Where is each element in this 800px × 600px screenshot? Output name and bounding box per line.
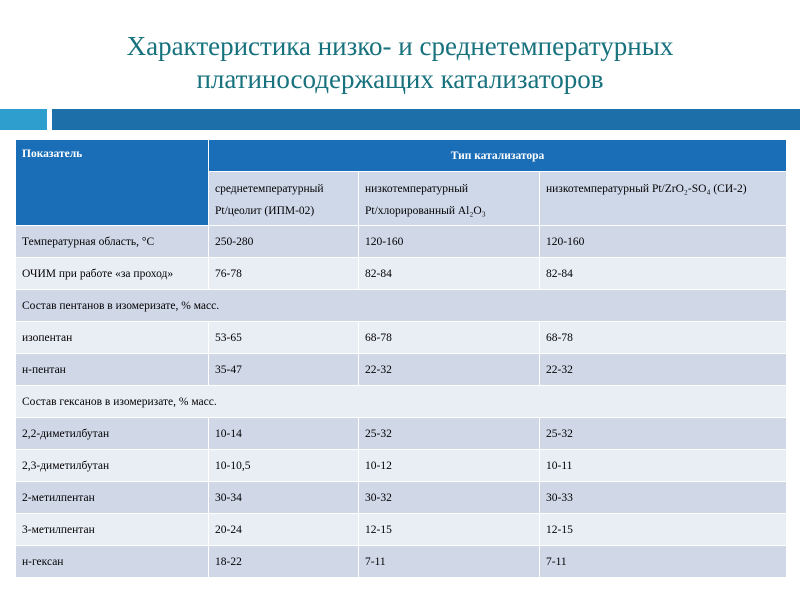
row-label: 2,2-диметилбутан: [16, 418, 209, 450]
cell-catalyst-3: 7-11: [540, 546, 787, 578]
catalyst-column-1: [209, 172, 359, 226]
catalyst-column-3: [540, 172, 787, 226]
cell-catalyst-1: 10-14: [209, 418, 359, 450]
slide-title-line-1: Характеристика низко- и среднетемпературных: [126, 31, 674, 61]
row-label: н-пентан: [16, 354, 209, 386]
cell-catalyst-2: 120-160: [359, 226, 540, 258]
catalyst-2-line-1: низкотемпературный: [365, 183, 469, 195]
row-label: Температурная область, °С: [16, 226, 209, 258]
cell-catalyst-3: 30-33: [540, 482, 787, 514]
slide-title-line-2: платиносодержащих катализаторов: [196, 64, 604, 94]
table-row: [16, 354, 787, 386]
table-row: [16, 450, 787, 482]
row-label: н-гексан: [16, 546, 209, 578]
table-header-row: [16, 140, 787, 172]
table-row: [16, 258, 787, 290]
cell-catalyst-2: 10-12: [359, 450, 540, 482]
cell-catalyst-3: 82-84: [540, 258, 787, 290]
accent-bar-left: [0, 109, 47, 130]
cell-catalyst-2: 30-32: [359, 482, 540, 514]
section-label: Состав пентанов в изомеризате, % масс.: [16, 290, 787, 322]
row-label: ОЧИМ при работе «за проход»: [16, 258, 209, 290]
cell-catalyst-1: 20-24: [209, 514, 359, 546]
row-label: 2-метилпентан: [16, 482, 209, 514]
cell-catalyst-2: 25-32: [359, 418, 540, 450]
row-label: 3-метилпентан: [16, 514, 209, 546]
cell-catalyst-2: 7-11: [359, 546, 540, 578]
cell-catalyst-1: 18-22: [209, 546, 359, 578]
catalyst-column-2: [359, 172, 540, 226]
catalyst-table: [15, 139, 787, 578]
row-label: 2,3-диметилбутан: [16, 450, 209, 482]
cell-catalyst-3: 25-32: [540, 418, 787, 450]
catalyst-1-line-2: Pt/цеолит (ИПМ-02): [215, 205, 315, 217]
cell-catalyst-3: 120-160: [540, 226, 787, 258]
table-row: [16, 482, 787, 514]
cell-catalyst-1: 30-34: [209, 482, 359, 514]
cell-catalyst-2: 68-78: [359, 322, 540, 354]
cell-catalyst-1: 10-10,5: [209, 450, 359, 482]
cell-catalyst-3: 12-15: [540, 514, 787, 546]
table-row: [16, 418, 787, 450]
cell-catalyst-3: 68-78: [540, 322, 787, 354]
table-row: [16, 546, 787, 578]
cell-catalyst-1: 250-280: [209, 226, 359, 258]
table-row: [16, 322, 787, 354]
catalyst-2-line-2: Pt/хлорированный Al₂O₃: [365, 205, 486, 217]
table-section-row: [16, 290, 787, 322]
cell-catalyst-2: 22-32: [359, 354, 540, 386]
slide-title: [0, 30, 800, 96]
cell-catalyst-2: 12-15: [359, 514, 540, 546]
catalyst-1-line-1: среднетемпературный: [215, 183, 324, 195]
accent-bar-right: [52, 109, 800, 130]
table-row: [16, 514, 787, 546]
catalyst-3-line-1: низкотемпературный Pt/ZrO₂-SO₄ (СИ-2): [546, 183, 747, 195]
cell-catalyst-3: 10-11: [540, 450, 787, 482]
cell-catalyst-3: 22-32: [540, 354, 787, 386]
cell-catalyst-1: 76-78: [209, 258, 359, 290]
cell-catalyst-1: 53-65: [209, 322, 359, 354]
header-catalyst-type: Тип катализатора: [209, 140, 787, 172]
section-label: Состав гексанов в изомеризате, % масс.: [16, 386, 787, 418]
cell-catalyst-2: 82-84: [359, 258, 540, 290]
table-row: [16, 226, 787, 258]
row-label: изопентан: [16, 322, 209, 354]
table-section-row: [16, 386, 787, 418]
header-indicator: Показатель: [16, 140, 209, 226]
cell-catalyst-1: 35-47: [209, 354, 359, 386]
